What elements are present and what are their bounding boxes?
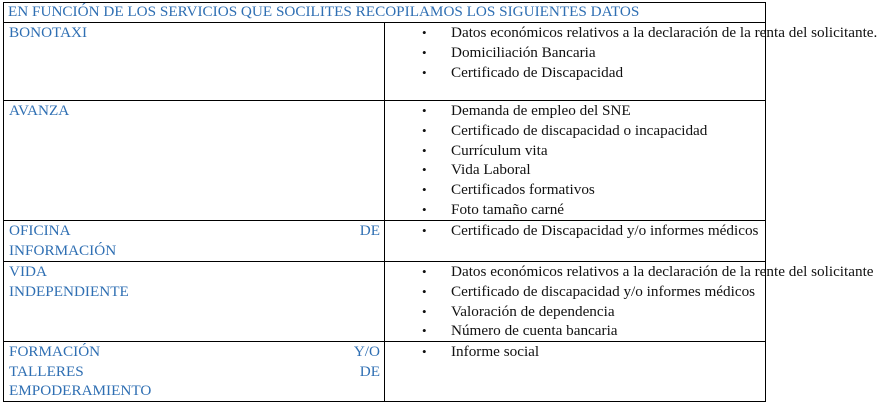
bullet-icon: • <box>422 103 427 118</box>
list-item: • Certificados formativos <box>422 181 595 199</box>
list-item: • Certificado de discapacidad o incapacidad <box>422 121 708 139</box>
list-item: • Foto tamaño carné <box>422 200 565 218</box>
table-row-oficina <box>4 221 766 262</box>
bullet-icon: • <box>422 223 427 238</box>
items-cell-vida-independiente <box>385 262 874 342</box>
item-list-bonotaxi <box>385 23 877 82</box>
items-cell-formacion <box>385 342 766 402</box>
list-item: • Número de cuenta bancaria <box>422 322 618 340</box>
bullet-icon: • <box>422 303 427 319</box>
bullet-icon: • <box>422 283 427 299</box>
service-label-formacion <box>4 342 385 402</box>
service-label-avanza <box>4 101 385 221</box>
list-item: • Valoración de dependencia <box>422 302 615 320</box>
bullet-icon: • <box>422 25 427 40</box>
service-label-line: OFICINA DE <box>9 222 380 239</box>
service-label-line: BONOTAXI <box>9 24 88 41</box>
table-row-vida-independiente <box>4 262 766 342</box>
table-header: EN FUNCIÓN DE LOS SERVICIOS QUE SOCILITES RECOPILAMOS LOS SIGUIENTES DATOS <box>4 3 766 23</box>
list-item: • Certificado de discapacidad y/o informes médicos <box>422 282 756 300</box>
bullet-icon: • <box>422 64 427 80</box>
service-label-line: AVANZA <box>9 102 70 119</box>
list-item: • Vida Laboral <box>422 161 531 179</box>
service-label-line: TALLERES DE <box>9 362 380 380</box>
header-row <box>4 3 766 23</box>
bullet-icon: • <box>422 344 427 360</box>
item-list-avanza <box>385 101 765 220</box>
list-item: • Datos económicos relativos a la declaración de la renta del solicitante. <box>422 24 877 41</box>
list-item: • Certificado de Discapacidad <box>422 63 624 81</box>
item-list-vida-independiente <box>385 262 874 341</box>
item-list-formacion <box>385 342 765 362</box>
list-item: • Datos económicos relativos a la declaración de la rente del solicitante <box>422 263 874 280</box>
list-item: • Informe social <box>422 343 540 361</box>
service-label-line: INDEPENDIENTE <box>9 282 129 300</box>
table-row-bonotaxi <box>4 23 766 101</box>
bullet-icon: • <box>422 44 427 60</box>
list-item: • Domiciliación Bancaria <box>422 43 596 61</box>
table-row-avanza <box>4 101 766 221</box>
list-item: • Currículum vita <box>422 141 548 159</box>
service-label-line: EMPODERAMIENTO <box>9 382 152 400</box>
service-label-line: VIDA <box>9 263 47 280</box>
bullet-icon: • <box>422 162 427 178</box>
bullet-icon: • <box>422 182 427 198</box>
table-row-formacion <box>4 342 766 402</box>
bullet-icon: • <box>422 323 427 339</box>
bullet-icon: • <box>422 264 427 279</box>
items-cell-oficina <box>385 221 766 262</box>
items-cell-avanza <box>385 101 766 221</box>
service-label-line: INFORMACIÓN <box>9 241 117 259</box>
list-item: • Certificado de Discapacidad y/o informes médicos <box>422 222 759 239</box>
service-label-bonotaxi <box>4 23 385 101</box>
service-label-oficina <box>4 221 385 262</box>
service-label-vida-independiente <box>4 262 385 342</box>
data-collection-table <box>3 2 877 402</box>
bullet-icon: • <box>422 201 427 217</box>
service-label-line: FORMACIÓN Y/O <box>9 343 380 361</box>
list-item: • Demanda de empleo del SNE <box>422 102 631 119</box>
bullet-icon: • <box>422 122 427 138</box>
items-cell-bonotaxi <box>385 23 877 101</box>
item-list-oficina <box>385 221 765 241</box>
bullet-icon: • <box>422 142 427 158</box>
